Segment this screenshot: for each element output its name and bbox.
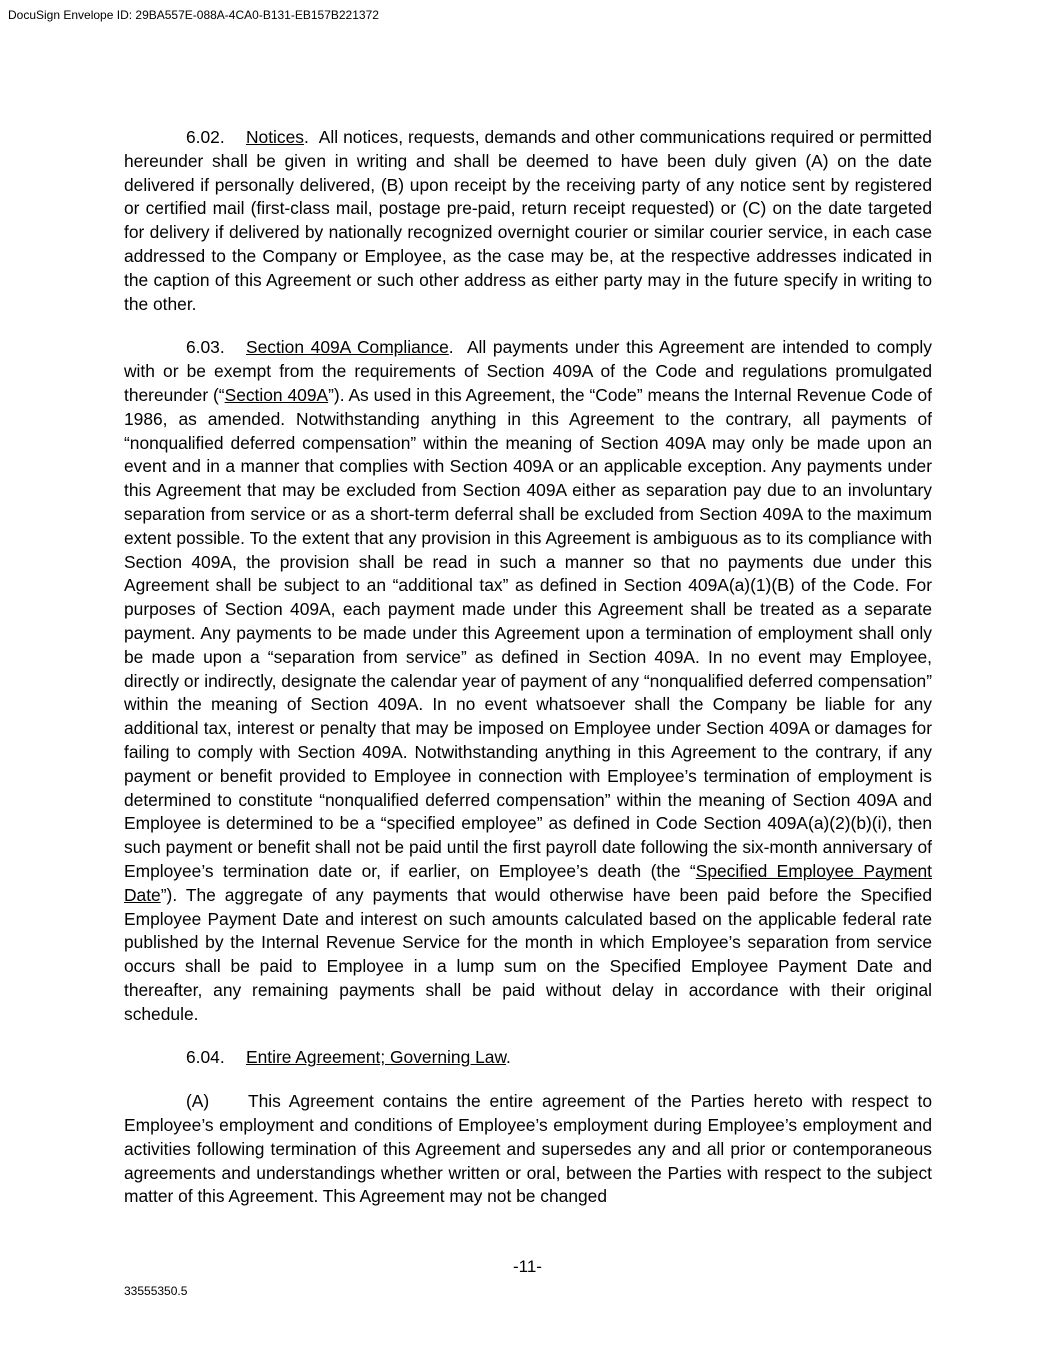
section-number: 6.03. [186, 337, 225, 358]
section-number: 6.02. [186, 127, 225, 147]
section-text: All payments under this Agreement are intended to comply with or be exempt from the requirements of Section 409A of the Code and regulations promulgated thereunder (“ [124, 337, 932, 405]
section-text: ”). The aggregate of any payments that would otherwise have been paid before the Specified Employee Payment Date and interest on such amounts calculated based on the applicable federal rate published by the Internal Revenue Service for the month in which Employee’s separation from service occurs shall be paid to Employee in a lump sum on the Specified Employee Payment Date and thereafter, any remaining payments shall be paid without delay in accordance with their original schedule. [124, 884, 932, 1024]
section-heading: Section 409A Compliance [246, 337, 449, 358]
section-6-02 [124, 126, 932, 316]
page-number: -11- [513, 1257, 542, 1276]
section-6-03 [124, 336, 932, 1026]
heading-punct: . [506, 1047, 511, 1068]
section-text: ”). As used in this Agreement, the “Code” means the Internal Revenue Code of 1986, as amended. Notwithstanding anything in this Agreement to the contrary, all payments of “nonqualified deferred compensation” within the meaning of Section 409A may only be made upon an event and in a manner that complies with Section 409A or an applicable exception. Any payments under this Agreement that may be excluded from Section 409A either as separation pay due to an involuntary separation from service or as a short-term deferral shall be excluded from Section 409A to the maximum extent possible. To the extent that any provision in this Agreement is ambiguous as to its compliance with Section 409A, the provision shall be read in such a manner so that no payments due under this Agreement shall be subject to an “additional tax” as defined in Section 409A(a)(1)(B) of the Code. For purposes of Section 409A, each payment made under this Agreement shall be treated as a separate payment. Any payments to be made under this Agreement upon a termination of employment shall only be made upon a “separation from service” as defined in Section 409A. In no event may Employee, directly or indirectly, designate the calendar year of payment of any “nonqualified deferred compensation” within the meaning of Section 409A. In no event whatsoever shall the Company be liable for any additional tax, interest or penalty that may be imposed on Employee under Section 409A or damages for failing to comply with Section 409A. Notwithstanding anything in this Agreement to the contrary, if any payment or benefit provided to Employee in connection with Employee’s termination of employment is determined to constitute “nonqualified deferred compensation” within the meaning of Section 409A and Employee is determined to be a “specified employee” as defined in Code Section 409A(a)(2)(b)(i), then such payment or benefit shall not be paid until the first payroll date following the six-month anniversary of Employee’s termination date or, if earlier, on Employee’s death (the “ [124, 384, 933, 881]
heading-punct: . [304, 127, 309, 147]
section-text: This Agreement contains the entire agreement of the Parties hereto with respect to Employee’s employment and conditions of Employee’s employment during Employee’s employment and activities following termination of this Agreement and supersedes any and all prior or contemporaneous agreements and understandings whether written or oral, between the Parties with respect to the subject matter of this Agreement. This Agreement may not be changed [124, 1091, 932, 1207]
section-heading: Entire Agreement; Governing Law [246, 1047, 507, 1068]
section-6-04-a [124, 1090, 932, 1209]
envelope-id: DocuSign Envelope ID: 29BA557E-088A-4CA0-B131-EB157B221372 [8, 8, 379, 22]
document-id: 33555350.5 [124, 1284, 188, 1298]
subsection-label: (A) [186, 1091, 210, 1112]
section-heading: Notices [246, 127, 304, 147]
defined-term: Section 409A [224, 384, 329, 405]
section-6-04 [124, 1046, 932, 1070]
section-text: All notices, requests, demands and other communications required or permitted hereunder shall be given in writing and shall be deemed to have been duly given (A) on the date delivered if personally delivered, (B) upon receipt by the receiving party of any notice sent by registered or certified mail (first-class mail, postage pre-paid, return receipt requested) or (C) on the date targeted for delivery if delivered by nationally recognized overnight courier or similar courier service, in each case addressed to the Company or Employee, as the case may be, at the respective addresses indicated in the caption of this Agreement or such other address as either party may in the future specify in writing to the other. [124, 127, 932, 314]
defined-term: Specified Employee Payment Date [124, 860, 932, 905]
heading-punct: . [448, 337, 454, 358]
document-body [124, 126, 932, 1209]
section-number: 6.04. [186, 1047, 225, 1068]
